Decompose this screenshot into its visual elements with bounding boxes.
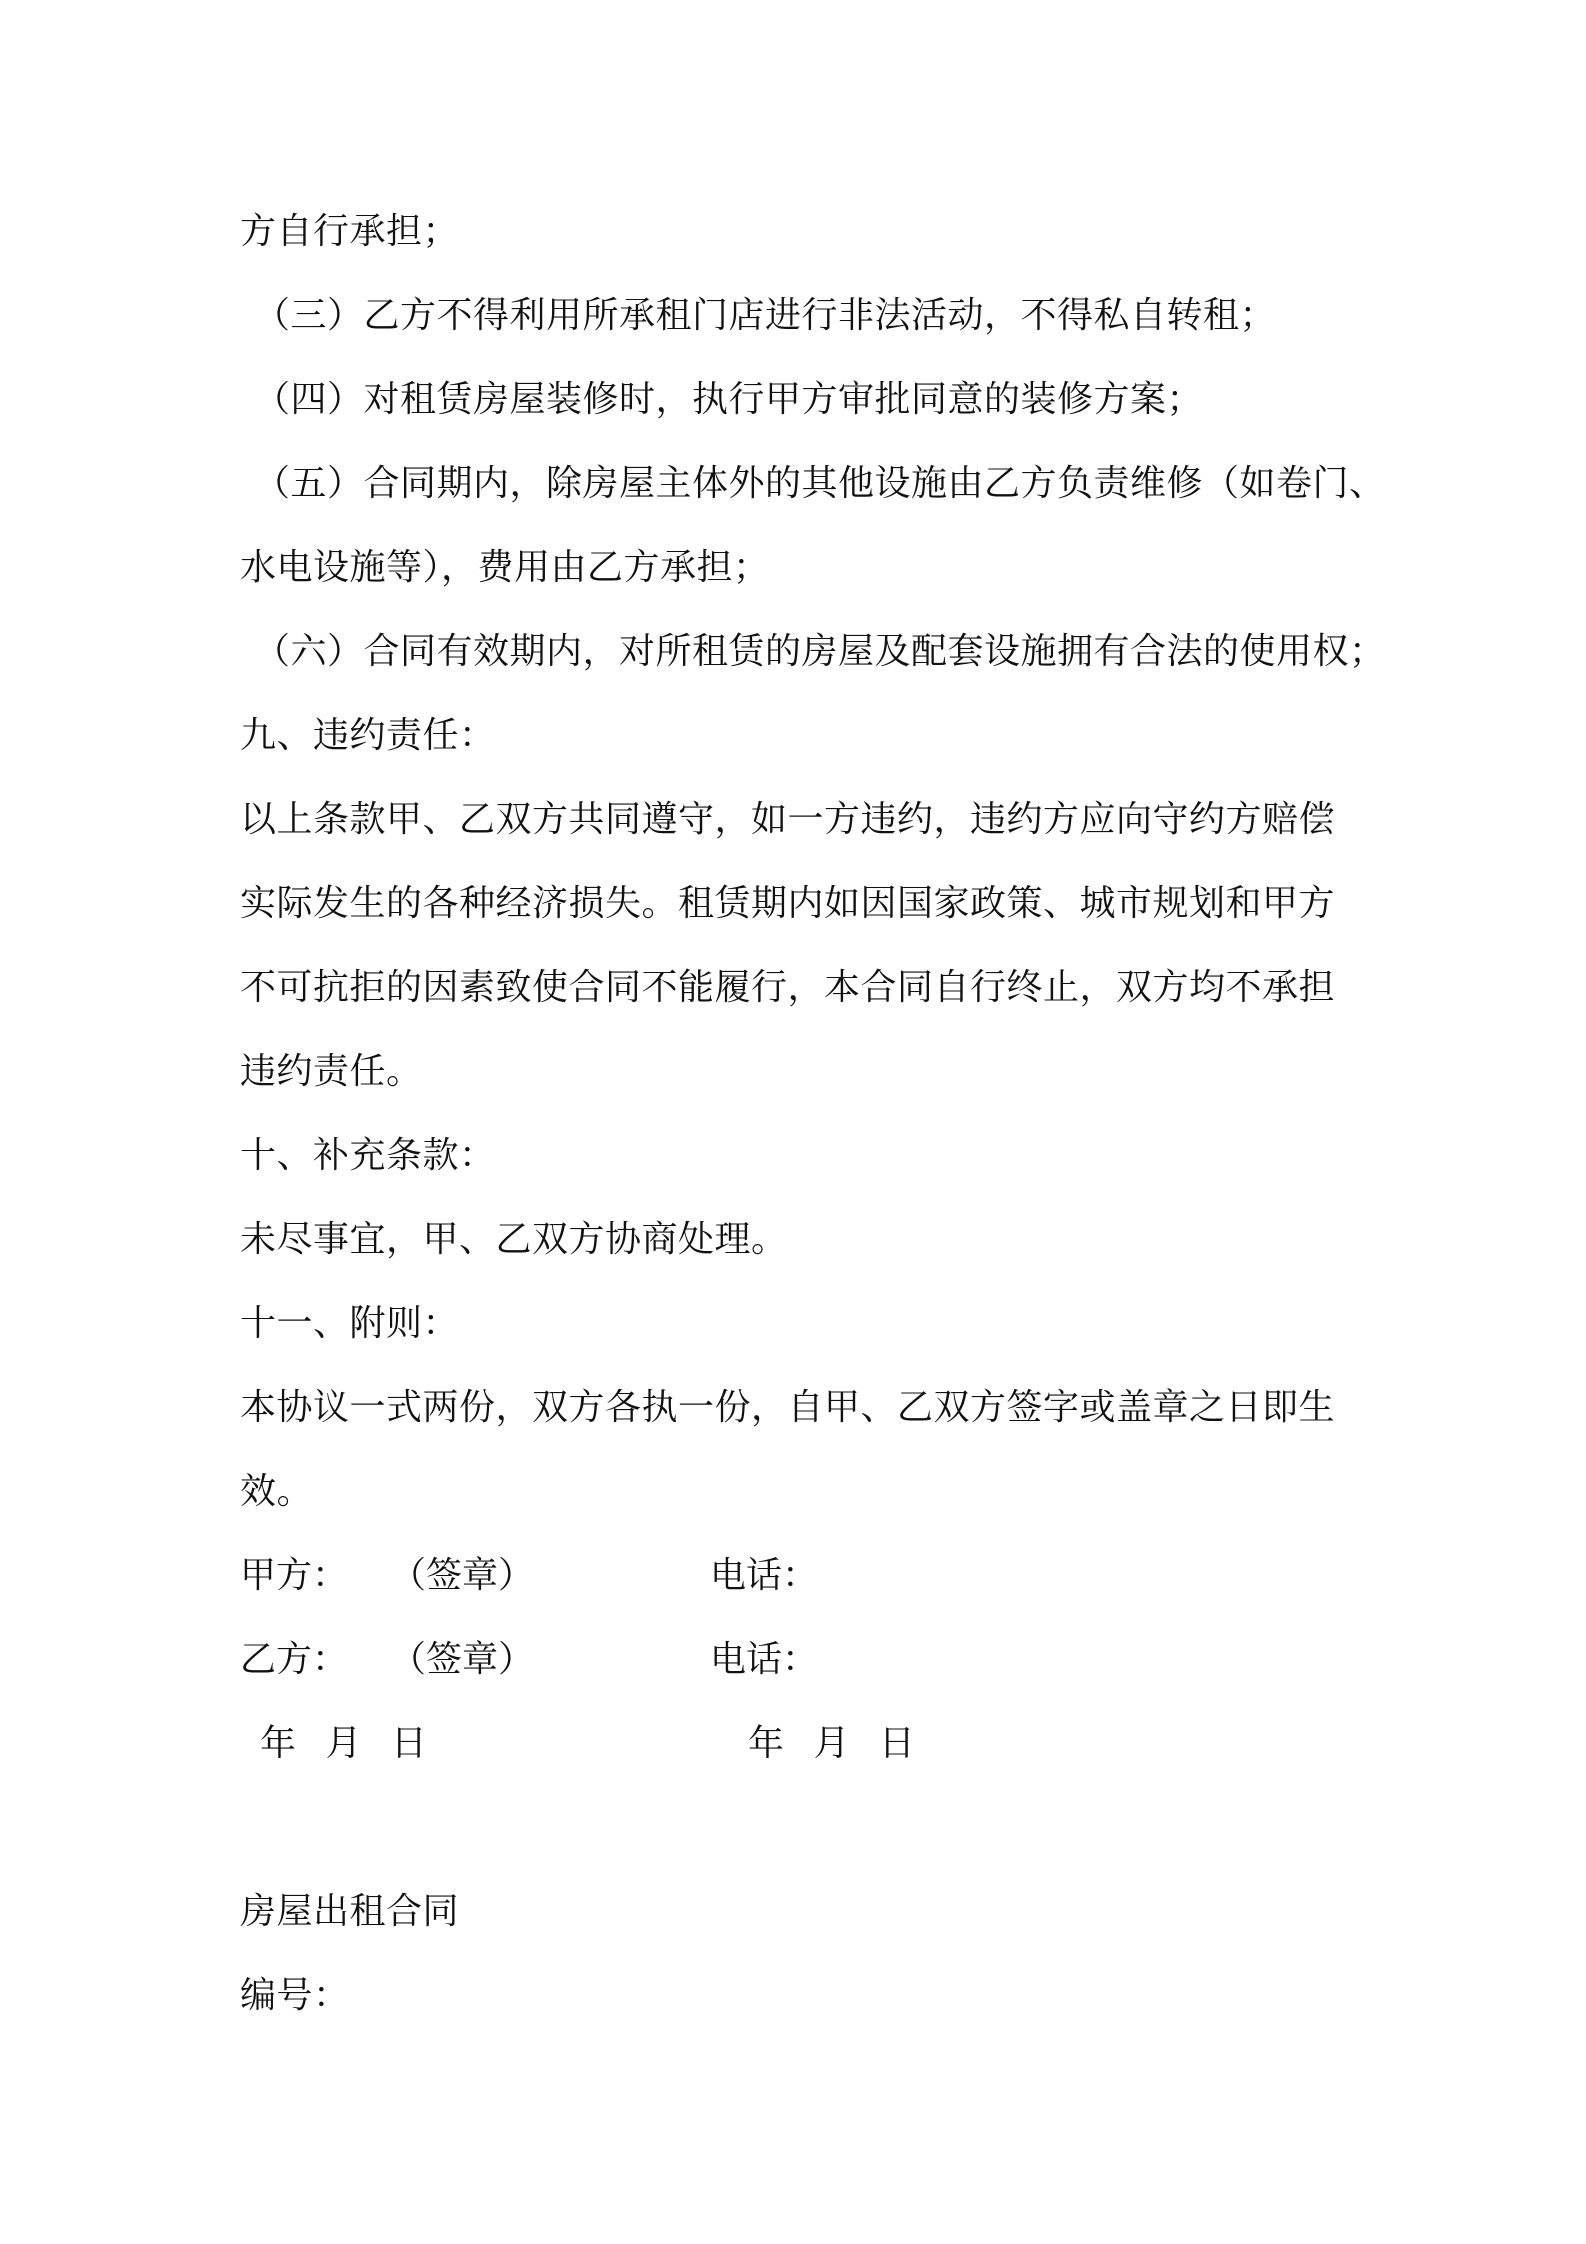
- section-heading-10: 十、补充条款：: [240, 1135, 496, 1176]
- contract-number-label: 编号：: [240, 1975, 350, 2016]
- section-heading-11: 十一、附则：: [240, 1303, 460, 1344]
- text-line: 水电设施等），费用由乙方承担；: [240, 547, 770, 588]
- party-a-date: 年 月 日: [260, 1723, 427, 1764]
- party-b-phone-label: 电话：: [710, 1639, 819, 1680]
- party-b-date: 年 月 日: [748, 1723, 915, 1764]
- spacer: [240, 1786, 1360, 1870]
- text-line: 本协议一式两份，双方各执一份，自甲、乙双方签字或盖章之日即生: [240, 1387, 1336, 1428]
- signature-row-party-a: [240, 1534, 1360, 1618]
- text-line: 违约责任。: [240, 1051, 423, 1092]
- party-a-phone-label: 电话：: [710, 1555, 819, 1596]
- text-line: 效。: [240, 1471, 314, 1512]
- party-b-seal-label: （签章）: [390, 1639, 535, 1680]
- clause-6: （六）合同有效期内，对所租赁的房屋及配套设施拥有合法的使用权；: [254, 631, 1386, 672]
- text-line: 实际发生的各种经济损失。租赁期内如因国家政策、城市规划和甲方: [240, 883, 1336, 924]
- document-page: [240, 190, 1386, 2038]
- text-line: 不可抗拒的因素致使合同不能履行，本合同自行终止，双方均不承担: [240, 967, 1336, 1008]
- party-a-label: 甲方：: [240, 1555, 349, 1596]
- next-document-title: 房屋出租合同: [240, 1891, 460, 1932]
- section-heading-9: 九、违约责任：: [240, 715, 496, 756]
- clause-4: （四）对租赁房屋装修时，执行甲方审批同意的装修方案；: [254, 379, 1204, 420]
- text-line: 以上条款甲、乙双方共同遵守，如一方违约，违约方应向守约方赔偿: [240, 799, 1336, 840]
- party-b-label: 乙方：: [240, 1639, 349, 1680]
- party-a-seal-label: （签章）: [390, 1555, 535, 1596]
- clause-5: （五）合同期内，除房屋主体外的其他设施由乙方负责维修（如卷门、: [254, 463, 1386, 504]
- signature-row-party-b: [240, 1618, 1360, 1702]
- signature-date-row: [240, 1702, 1360, 1786]
- text-line: 方自行承担；: [240, 211, 460, 252]
- text-line: 未尽事宜，甲、乙双方协商处理。: [240, 1219, 788, 1260]
- clause-3: （三）乙方不得利用所承租门店进行非法活动，不得私自转租；: [254, 295, 1277, 336]
